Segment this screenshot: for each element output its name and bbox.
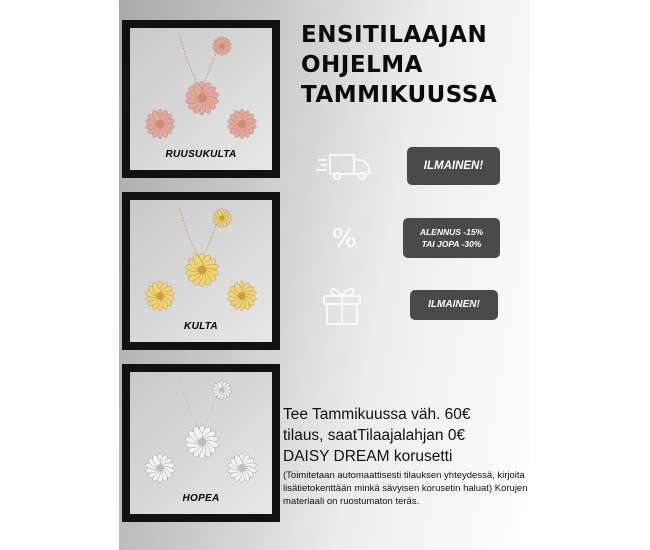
product-card-silver bbox=[122, 364, 280, 522]
daisy-pendant bbox=[185, 253, 219, 287]
title-line: ENSITILAAJAN bbox=[301, 22, 488, 48]
necklace-chain bbox=[180, 36, 200, 86]
percent-icon: % bbox=[332, 224, 357, 254]
daisy-earring-left bbox=[145, 109, 175, 138]
badge-line-2: TAI JOPA -30% bbox=[421, 239, 482, 249]
product-card-gold bbox=[122, 192, 280, 350]
necklace-art bbox=[145, 36, 257, 139]
badge-text: ILMAINEN! bbox=[423, 160, 484, 172]
daisy-pendant bbox=[185, 425, 219, 459]
free-shipping-badge bbox=[407, 147, 500, 185]
necklace-art bbox=[145, 208, 257, 311]
daisy-earring-right bbox=[227, 109, 257, 138]
product-label: KULTA bbox=[184, 321, 218, 332]
product-label: HOPEA bbox=[182, 493, 220, 504]
title-line: OHJELMA bbox=[301, 52, 423, 78]
daisy-pendant bbox=[185, 81, 219, 115]
product-card-rose-gold bbox=[122, 20, 280, 178]
small-daisy-charm bbox=[212, 37, 231, 56]
free-gift-badge bbox=[410, 290, 498, 320]
necklace-chain bbox=[180, 208, 200, 258]
offer-note: (Toimitetaan automaattisesti tilauksen yhteydessä, kirjoita lisätietokenttään minkä sävyisen korusetin haluat) Korujen materiaali on ruostumaton teräs. bbox=[283, 470, 528, 507]
small-daisy-charm bbox=[212, 381, 231, 400]
offer-line: DAISY DREAM korusetti bbox=[283, 448, 453, 465]
delivery-truck-icon bbox=[316, 150, 372, 184]
badge-line-1: ALENNUS -15% bbox=[419, 227, 484, 237]
daisy-earring-right bbox=[227, 453, 257, 482]
necklace-chain bbox=[180, 380, 200, 430]
badge-text: ILMAINEN! bbox=[428, 299, 480, 310]
product-label: RUUSUKULTA bbox=[165, 149, 237, 160]
page-title bbox=[301, 20, 531, 110]
title-line: TAMMIKUUSSA bbox=[301, 82, 498, 108]
daisy-earring-left bbox=[145, 281, 175, 310]
necklace-art bbox=[145, 380, 257, 483]
offer-line: tilaus, saatTilaajalahjan 0€ bbox=[283, 427, 466, 444]
daisy-earring-right bbox=[227, 281, 257, 310]
gift-icon bbox=[322, 282, 362, 326]
discount-badge bbox=[403, 218, 500, 258]
offer-line: Tee Tammikuussa väh. 60€ bbox=[283, 406, 471, 423]
small-daisy-charm bbox=[212, 209, 231, 228]
offer-text bbox=[283, 404, 528, 508]
daisy-earring-left bbox=[145, 453, 175, 482]
